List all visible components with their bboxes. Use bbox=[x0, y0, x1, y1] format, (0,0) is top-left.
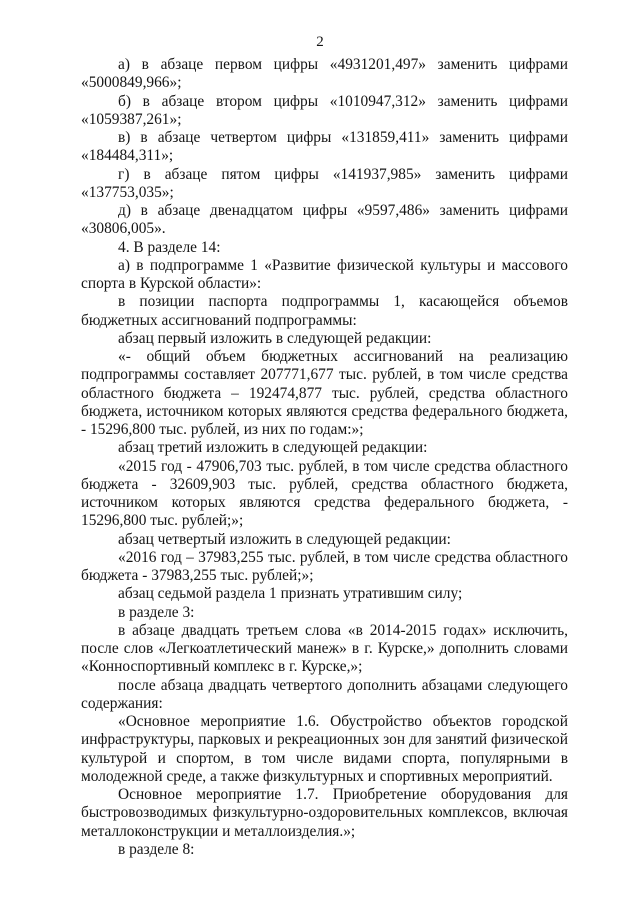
text-line: г) в абзаце пятом цифры «141937,985» заменить цифрами bbox=[118, 165, 568, 183]
text-line: «137753,035»; bbox=[81, 183, 174, 201]
text-line: а) в абзаце первом цифры «4931201,497» заменить цифрами bbox=[118, 56, 568, 73]
text-line: в разделе 3: bbox=[118, 603, 195, 621]
text-line: а) в подпрограмме 1 «Развитие физической культуры и массового bbox=[118, 256, 568, 274]
text-line: молодежной среде, а также физкультурных и спортивных мероприятий. bbox=[81, 767, 553, 785]
text-line: бюджета - 32609,903 тыс. рублей, средства областного бюджета, bbox=[81, 475, 568, 493]
text-line: в) в абзаце четвертом цифры «131859,411» заменить цифрами bbox=[118, 129, 568, 146]
text-line: быстровозводимых физкультурно-оздоровительных комплексов, включая bbox=[81, 804, 568, 822]
text-line: «5000849,966»; bbox=[81, 74, 182, 92]
text-line: б) в абзаце втором цифры «1010947,312» заменить цифрами bbox=[118, 92, 568, 110]
text-line: - 15296,800 тыс. рублей, из них по годам:»; bbox=[81, 421, 364, 438]
text-line: областного бюджета – 192474,877 тыс. рублей, средства областного bbox=[81, 384, 568, 402]
text-line: «2015 год - 47906,703 тыс. рублей, в том числе средства областного bbox=[118, 457, 568, 475]
text-line: «- общий объем бюджетных ассигнований на реализацию bbox=[118, 348, 568, 365]
text-line: 15296,800 тыс. рублей;»; bbox=[81, 512, 244, 530]
text-line: бюджета - 37983,255 тыс. рублей;»; bbox=[81, 567, 314, 584]
text-line: «2016 год – 37983,255 тыс. рублей, в том числе средства областного bbox=[118, 548, 568, 566]
text-line: бюджета, источником которых являются средства федерального бюджета, bbox=[81, 402, 568, 420]
text-line: инфраструктуры, парковых и рекреационных зон для занятий физической bbox=[81, 731, 568, 749]
text-line: содержания: bbox=[81, 694, 163, 712]
text-line: абзац четвертый изложить в следующей редакции: bbox=[118, 530, 451, 548]
text-line: абзац седьмой раздела 1 признать утратившим силу; bbox=[118, 585, 463, 603]
text-line: «1059387,261»; bbox=[81, 110, 182, 128]
text-line: бюджетных ассигнований подпрограммы: bbox=[81, 311, 357, 329]
text-line: металлоконструкции и металлоизделия.»; bbox=[81, 822, 356, 840]
text-line: после слов «Легкоатлетический манеж» в г. Курске,» дополнить словами bbox=[81, 640, 568, 657]
text-line: «30806,005». bbox=[81, 220, 166, 238]
text-line: в абзаце двадцать третьем слова «в 2014-2015 годах» исключить, bbox=[118, 621, 568, 639]
text-line: в позиции паспорта подпрограммы 1, касающейся объемов bbox=[118, 293, 568, 311]
text-line: 4. В разделе 14: bbox=[118, 238, 221, 256]
text-line: абзац третий изложить в следующей редакции: bbox=[118, 439, 428, 457]
text-line: подпрограммы составляет 207771,677 тыс. рублей, в том числе средства bbox=[81, 366, 568, 384]
text-line: после абзаца двадцать четвертого дополнить абзацами следующего bbox=[118, 676, 568, 694]
text-line: спорта в Курской области»: bbox=[81, 275, 262, 292]
text-line: д) в абзаце двенадцатом цифры «9597,486» заменить цифрами bbox=[118, 202, 568, 219]
text-line: «Конноспортивный комплекс в г. Курске,»; bbox=[81, 658, 363, 676]
text-line: абзац первый изложить в следующей редакции: bbox=[118, 329, 432, 347]
text-line: «184484,311»; bbox=[81, 147, 174, 165]
page-number: 2 bbox=[316, 34, 324, 50]
text-line: культурой и спортом, в том числе видами спорта, популярными в bbox=[81, 749, 568, 767]
text-line: в разделе 8: bbox=[118, 840, 195, 858]
document-body bbox=[81, 56, 568, 859]
text-line: источником которых являются средства федерального бюджета, - bbox=[81, 494, 568, 511]
text-line: Основное мероприятие 1.7. Приобретение оборудования для bbox=[118, 786, 568, 803]
text-line: «Основное мероприятие 1.6. Обустройство объектов городской bbox=[118, 713, 568, 730]
